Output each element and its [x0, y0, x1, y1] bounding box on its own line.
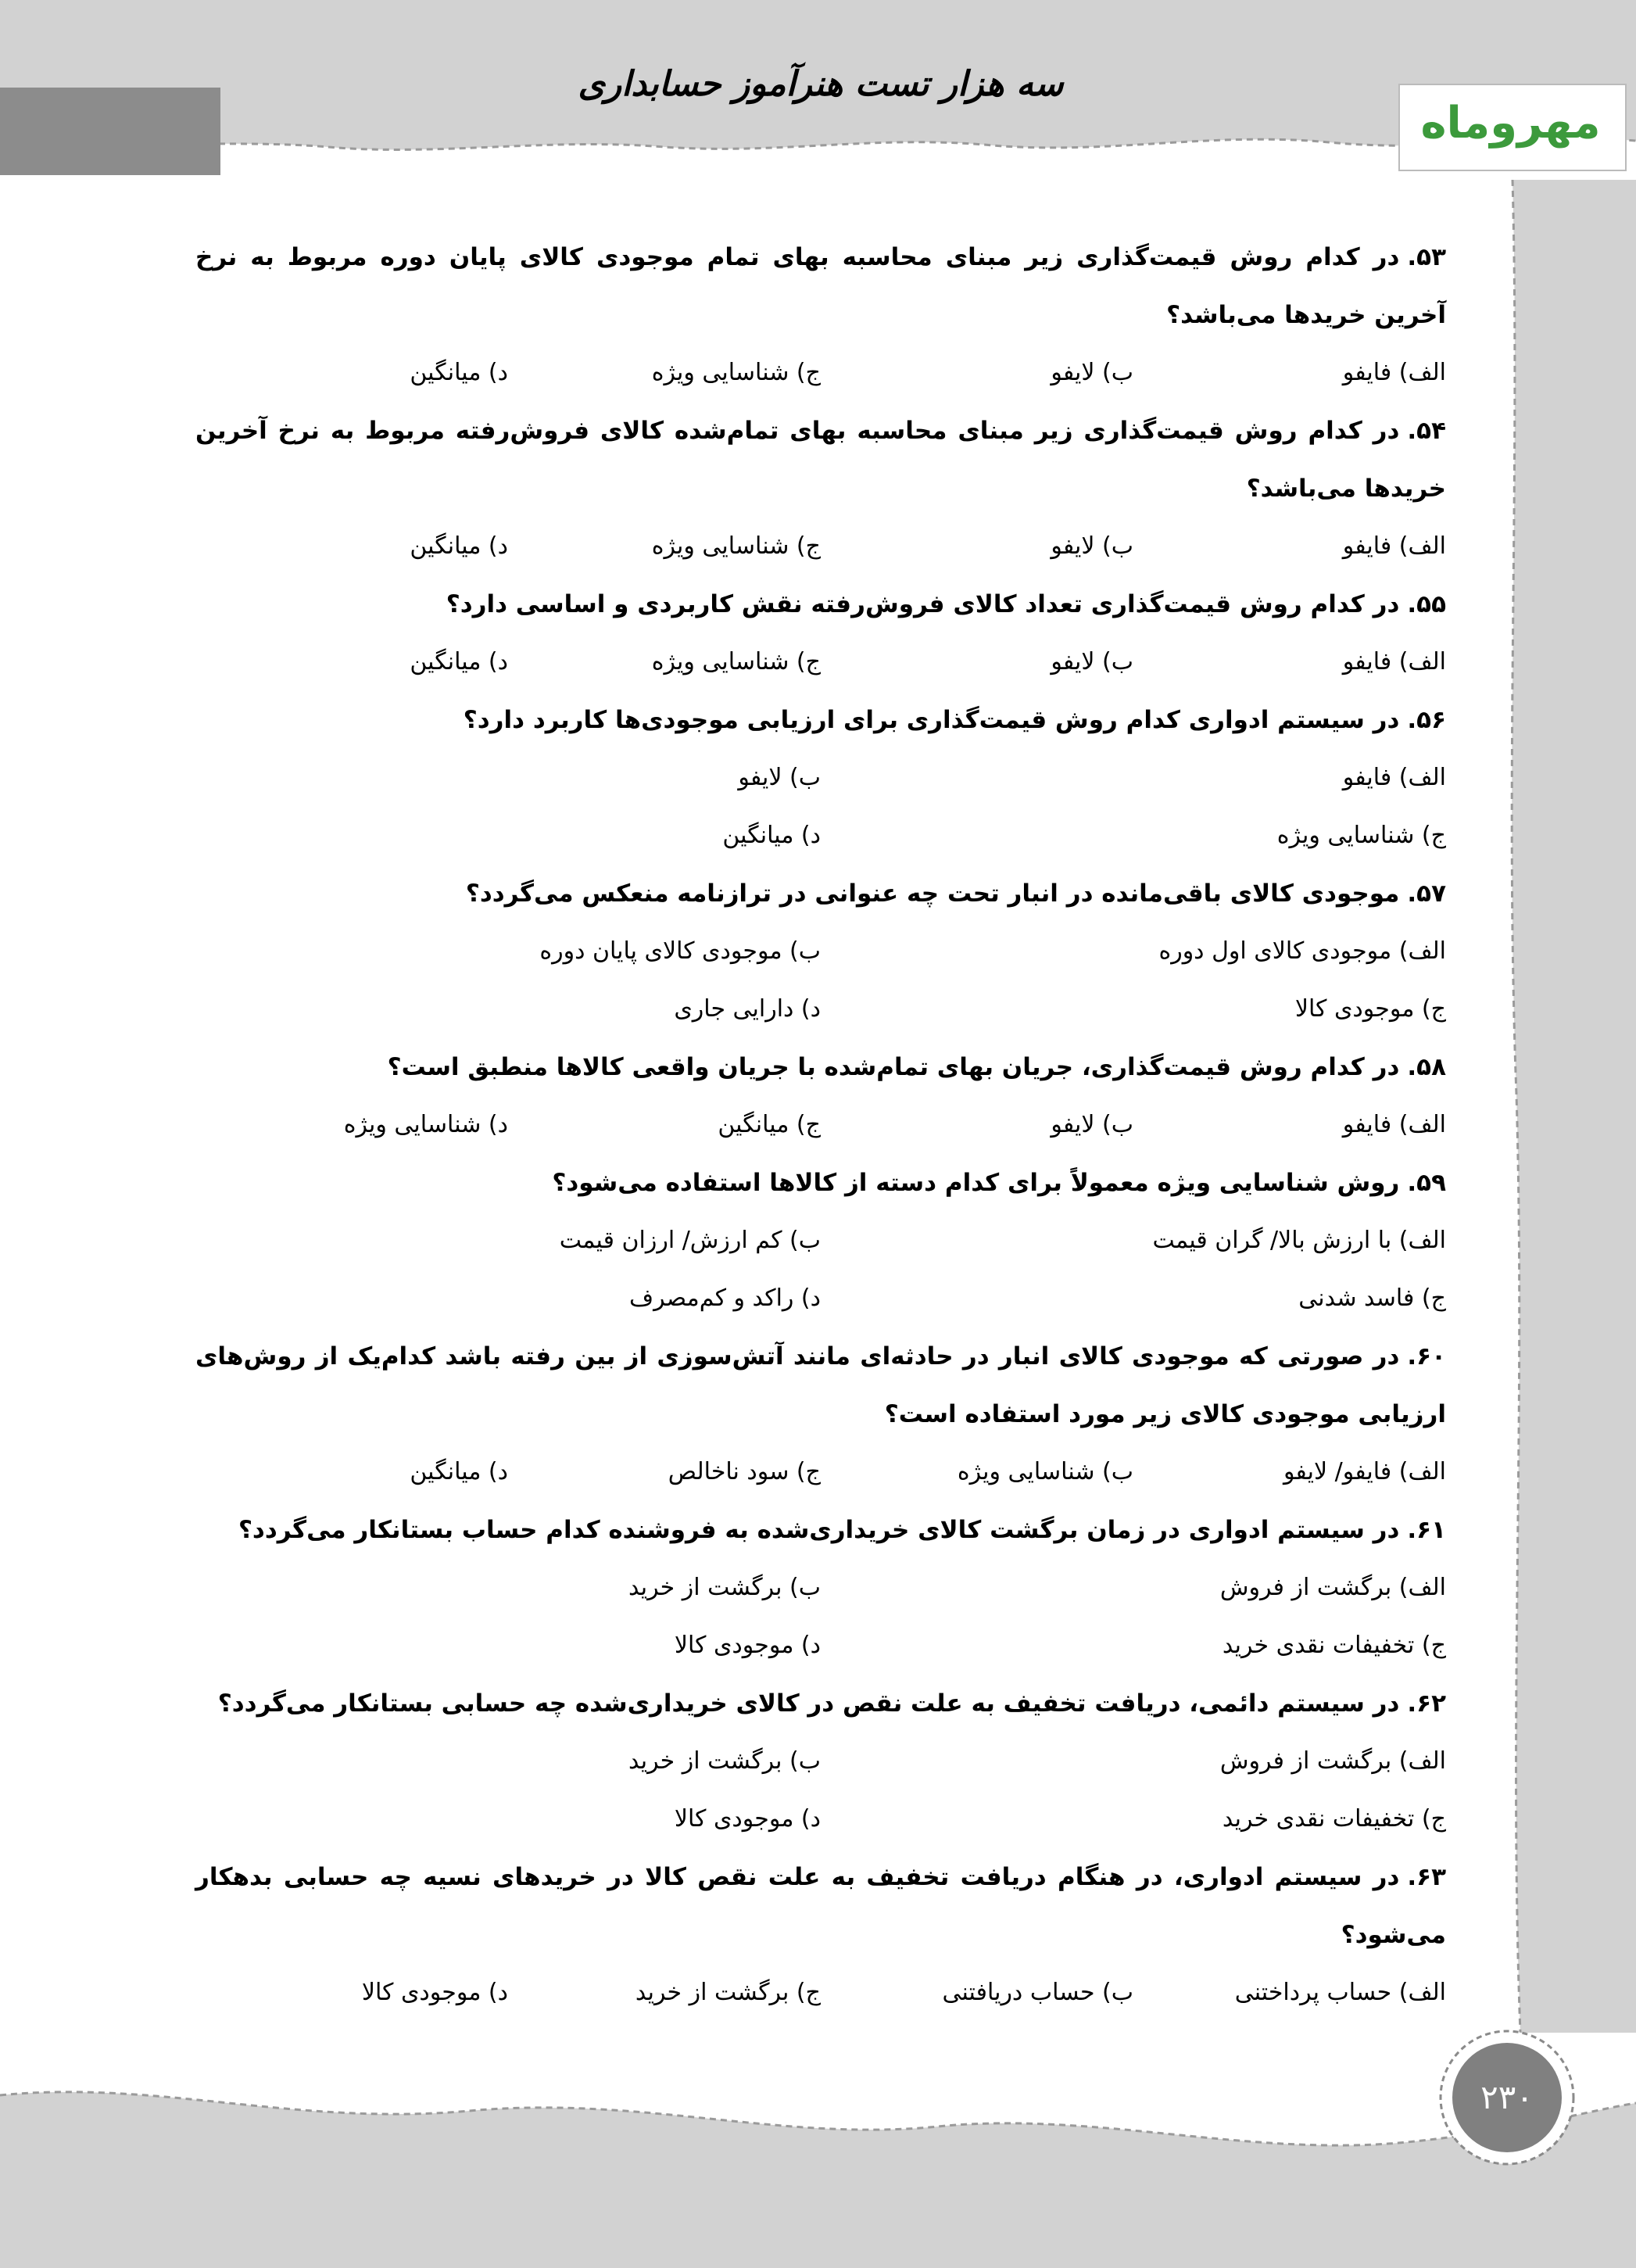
option-b[interactable]: ب) شناسایی ویژه: [957, 1458, 1133, 1485]
option-d[interactable]: د) شناسایی ویژه: [343, 1111, 508, 1138]
side-band: [1512, 180, 1636, 2033]
answer-options: [195, 1096, 1446, 1154]
option-c[interactable]: ج) فاسد شدنی: [1298, 1284, 1446, 1312]
option-a[interactable]: الف) حساب پرداختنی: [1234, 1979, 1446, 2006]
option-d[interactable]: د) میانگین: [410, 648, 508, 675]
answer-options: [195, 1559, 1446, 1617]
answer-options: [195, 749, 1446, 807]
footer-band: [0, 2092, 1636, 2268]
answer-options: [195, 633, 1446, 691]
question-text: ۵۵.در کدام روش قیمت‌گذاری تعداد کالای فروش‌رفته نقش کاربردی و اساسی دارد؟: [446, 590, 1446, 618]
question-text: ۵۹.روش شناسایی ویژه معمولاً برای کدام دسته از کالاها استفاده می‌شود؟: [552, 1169, 1446, 1197]
option-a[interactable]: الف) با ارزش بالا/ گران قیمت: [1152, 1227, 1446, 1254]
option-c[interactable]: ج) شناسایی ویژه: [1276, 822, 1446, 849]
question-text: ۵۸.در کدام روش قیمت‌گذاری، جریان بهای تمام‌شده با جریان واقعی کالاها منطبق است؟: [387, 1053, 1446, 1081]
option-c[interactable]: ج) تخفیفات نقدی خرید: [1222, 1805, 1446, 1833]
option-b[interactable]: ب) برگشت از خرید: [628, 1747, 821, 1775]
answer-options: [195, 1212, 1446, 1270]
option-a[interactable]: الف) فایفو: [1342, 359, 1446, 386]
answer-options: [195, 344, 1446, 402]
option-c[interactable]: ج) تخفیفات نقدی خرید: [1222, 1632, 1446, 1659]
answer-options: [195, 518, 1446, 575]
option-c[interactable]: ج) شناسایی ویژه: [651, 532, 821, 560]
option-d[interactable]: د) میانگین: [722, 822, 821, 849]
option-b[interactable]: ب) برگشت از خرید: [628, 1574, 821, 1601]
option-a[interactable]: الف) برگشت از فروش: [1219, 1747, 1446, 1775]
option-b[interactable]: ب) کم ارزش/ ارزان قیمت: [559, 1227, 821, 1254]
question-text: ۶۲.در سیستم دائمی، دریافت تخفیف به علت نقص در کالای خریداری‌شده چه حسابی بستانکار می‌گردد؟: [217, 1689, 1446, 1718]
question-text: ۵۳.در کدام روش قیمت‌گذاری زیر مبنای محاسبه بهای تمام موجودی کالای پایان دوره مربوط به نرخ آخرین خریدها می‌باشد؟: [195, 243, 1446, 329]
option-b[interactable]: ب) لایفو: [738, 764, 821, 791]
question-item: [195, 865, 1446, 1038]
option-c[interactable]: ج) میانگین: [718, 1111, 821, 1138]
answer-options: [195, 1790, 1446, 1848]
option-b[interactable]: ب) لایفو: [1051, 532, 1133, 560]
question-item: [195, 575, 1446, 691]
option-d[interactable]: د) موجودی کالا: [674, 1632, 821, 1659]
option-d[interactable]: د) موجودی کالا: [674, 1805, 821, 1833]
question-item: [195, 228, 1446, 402]
option-a[interactable]: الف) فایفو: [1342, 764, 1446, 791]
option-c[interactable]: ج) سود ناخالص: [668, 1458, 821, 1485]
answer-options: [195, 1732, 1446, 1790]
option-b[interactable]: ب) لایفو: [1051, 1111, 1133, 1138]
option-b[interactable]: ب) لایفو: [1051, 359, 1133, 386]
option-d[interactable]: د) دارایی جاری: [674, 995, 821, 1023]
question-text: ۵۷.موجودی کالای باقی‌مانده در انبار تحت چه عنوانی در ترازنامه منعکس می‌گردد؟: [465, 880, 1446, 908]
question-item: [195, 1154, 1446, 1327]
option-a[interactable]: الف) فایفو/ لایفو: [1283, 1458, 1446, 1485]
publisher-logo: مهروماه: [1420, 98, 1601, 149]
option-d[interactable]: د) میانگین: [410, 359, 508, 386]
option-c[interactable]: ج) شناسایی ویژه: [651, 359, 821, 386]
answer-options: [195, 1270, 1446, 1327]
option-a[interactable]: الف) فایفو: [1342, 532, 1446, 560]
header-tab: [0, 88, 220, 175]
option-a[interactable]: الف) فایفو: [1342, 1111, 1446, 1138]
question-text: ۶۰.در صورتی که موجودی کالای انبار در حادثه‌ای مانند آتش‌سوزی از بین رفته باشد کدام‌یک از روش‌های ارزیابی موجودی کالای زیر مورد استفاده است؟: [195, 1342, 1446, 1428]
question-text: ۶۱.در سیستم ادواری در زمان برگشت کالای خریداری‌شده به فروشنده کدام حساب بستانکار می‌گردد؟: [238, 1516, 1446, 1544]
option-a[interactable]: الف) موجودی کالای اول دوره: [1158, 937, 1446, 965]
option-d[interactable]: د) راکد و کم‌مصرف: [629, 1284, 821, 1312]
answer-options: [195, 980, 1446, 1038]
page-header-title: سه هزار تست هنرآموز حسابداری: [578, 64, 1064, 104]
question-text: ۵۴.در کدام روش قیمت‌گذاری زیر مبنای محاسبه بهای تمام‌شده کالای فروش‌رفته مربوط به نرخ آخرین خریدها می‌باشد؟: [195, 417, 1446, 503]
option-a[interactable]: الف) فایفو: [1342, 648, 1446, 675]
page-number: ۲۳۰: [1480, 2078, 1534, 2116]
answer-options: [195, 1617, 1446, 1675]
answer-options: [195, 1443, 1446, 1501]
question-item: [195, 402, 1446, 575]
option-a[interactable]: الف) برگشت از فروش: [1219, 1574, 1446, 1601]
option-b[interactable]: ب) حساب دریافتنی: [942, 1979, 1133, 2006]
option-c[interactable]: ج) شناسایی ویژه: [651, 648, 821, 675]
option-b[interactable]: ب) لایفو: [1051, 648, 1133, 675]
question-item: [195, 1501, 1446, 1675]
question-item: [195, 691, 1446, 865]
option-b[interactable]: ب) موجودی کالای پایان دوره: [539, 937, 821, 965]
question-item: [195, 1675, 1446, 1848]
question-list: [195, 228, 1446, 2022]
question-item: [195, 1848, 1446, 2022]
question-text: ۵۶.در سیستم ادواری کدام روش قیمت‌گذاری برای ارزیابی موجودی‌ها کاربرد دارد؟: [463, 706, 1446, 734]
question-item: [195, 1327, 1446, 1501]
question-item: [195, 1038, 1446, 1154]
option-d[interactable]: د) موجودی کالا: [361, 1979, 508, 2006]
option-d[interactable]: د) میانگین: [410, 532, 508, 560]
option-c[interactable]: ج) برگشت از خرید: [635, 1979, 821, 2006]
answer-options: [195, 1964, 1446, 2022]
answer-options: [195, 923, 1446, 980]
option-d[interactable]: د) میانگین: [410, 1458, 508, 1485]
option-c[interactable]: ج) موجودی کالا: [1294, 995, 1446, 1023]
answer-options: [195, 807, 1446, 865]
question-text: ۶۳.در سیستم ادواری، در هنگام دریافت تخفیف به علت نقص کالا در خریدهای نسیه چه حسابی بدهکار می‌شود؟: [195, 1863, 1446, 1949]
